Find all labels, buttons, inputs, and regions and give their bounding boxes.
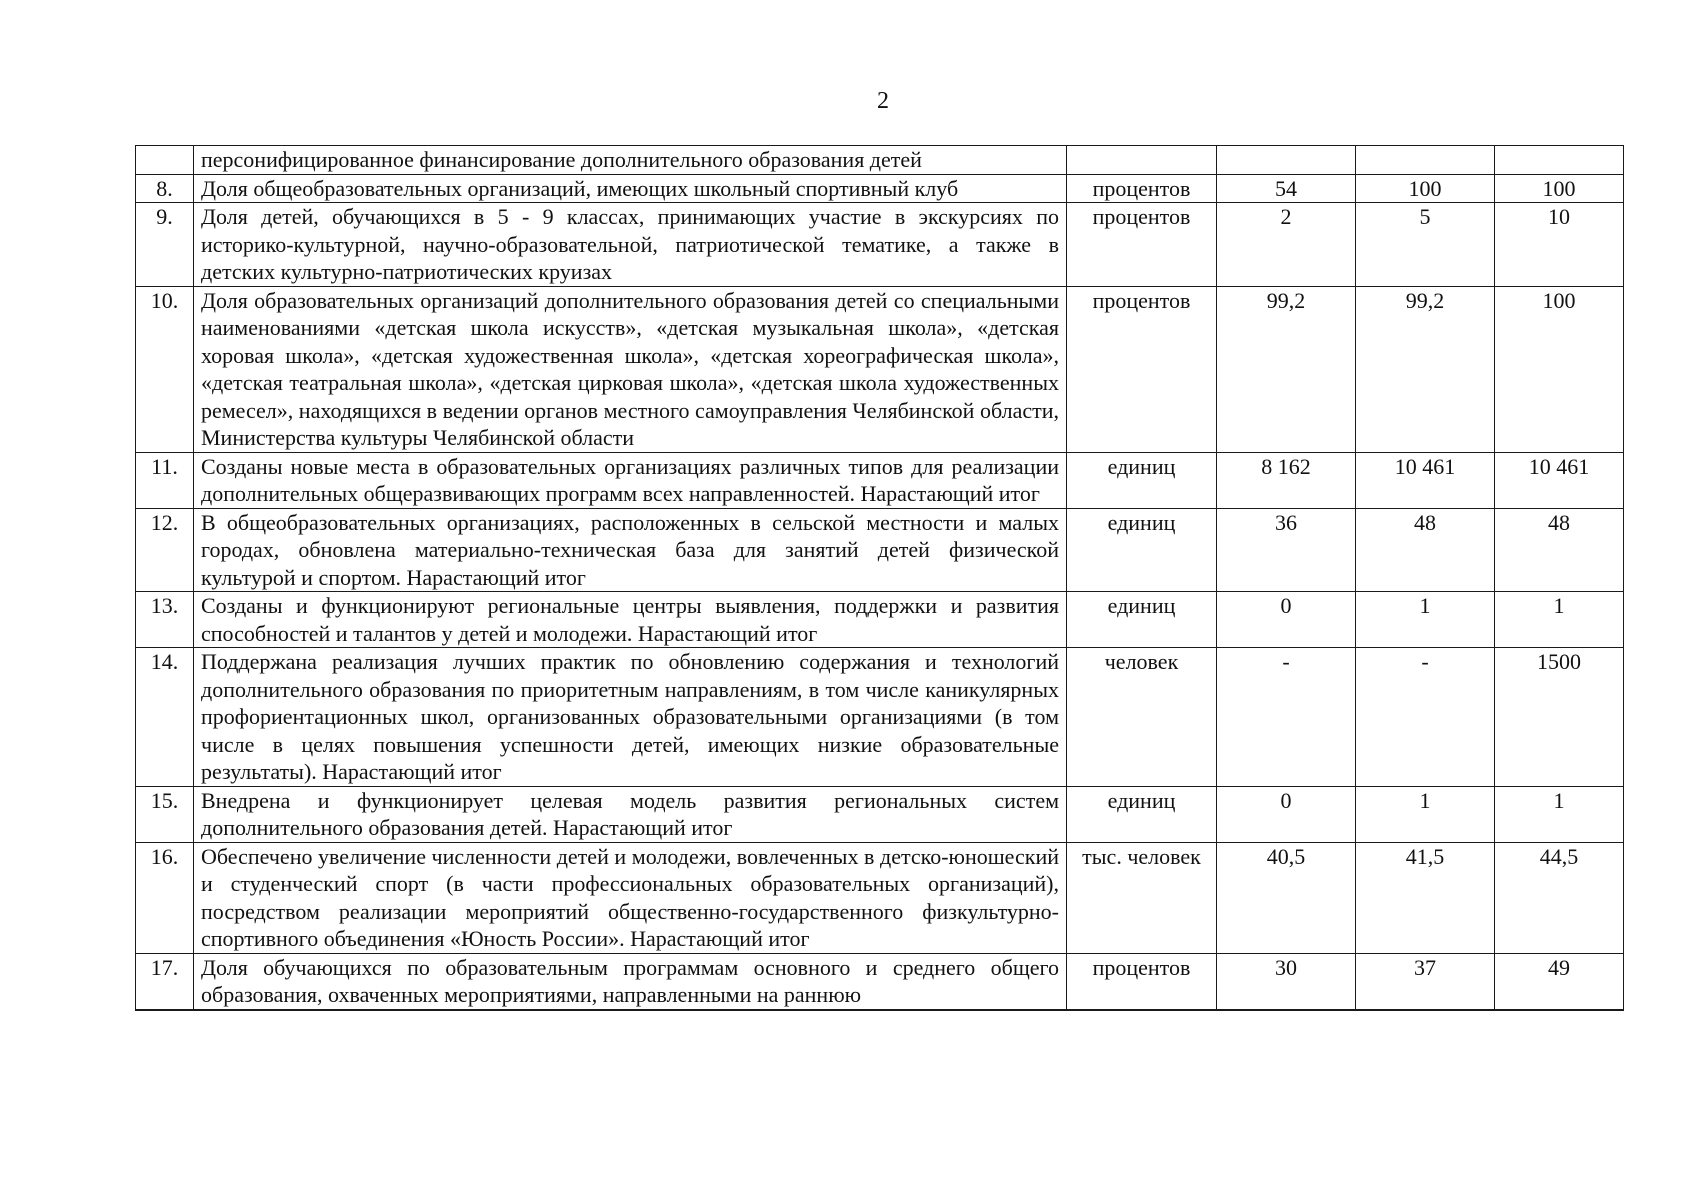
- table-row: [136, 842, 1624, 953]
- row-number: 15.: [136, 786, 194, 842]
- unit-cell: единиц: [1067, 786, 1217, 842]
- value-cell-1: 40,5: [1217, 842, 1356, 953]
- row-number: 14.: [136, 648, 194, 787]
- value-cell-2: 41,5: [1356, 842, 1495, 953]
- table-row: [136, 452, 1624, 508]
- value-cell-3: 1: [1495, 786, 1624, 842]
- value-cell-2: 100: [1356, 174, 1495, 203]
- indicator-text: Доля обучающихся по образовательным программам основного и среднего общего образования, охваченных мероприятиями, направленными на раннюю: [194, 953, 1067, 1010]
- value-cell-1: 0: [1217, 592, 1356, 648]
- row-number: 12.: [136, 508, 194, 592]
- indicator-text: Внедрена и функционирует целевая модель развития региональных систем дополнительного образования детей. Нарастающий итог: [194, 786, 1067, 842]
- value-cell-3: 1500: [1495, 648, 1624, 787]
- value-cell-2: [1356, 146, 1495, 175]
- indicator-text: Обеспечено увеличение численности детей и молодежи, вовлеченных в детско-юношеский и студенческий спорт (в части профессиональных образовательных организаций), посредством реализации мероприятий общественно-государственного физкультурно-спортивного объединения «Юность России». Нарастающий итог: [194, 842, 1067, 953]
- unit-cell: человек: [1067, 648, 1217, 787]
- unit-cell: единиц: [1067, 508, 1217, 592]
- value-cell-2: 5: [1356, 203, 1495, 287]
- table-row: [136, 203, 1624, 287]
- unit-cell: единиц: [1067, 452, 1217, 508]
- row-number: 13.: [136, 592, 194, 648]
- value-cell-3: 1: [1495, 592, 1624, 648]
- indicator-text: Доля детей, обучающихся в 5 - 9 классах, принимающих участие в экскурсиях по историко-культурной, научно-образовательной, патриотической тематике, а также в детских культурно-патриотических круизах: [194, 203, 1067, 287]
- indicators-table: [135, 145, 1624, 1011]
- indicator-text: Созданы и функционируют региональные центры выявления, поддержки и развития способностей и талантов у детей и молодежи. Нарастающий итог: [194, 592, 1067, 648]
- table-row: [136, 786, 1624, 842]
- unit-cell: процентов: [1067, 203, 1217, 287]
- indicator-text: Поддержана реализация лучших практик по обновлению содержания и технологий дополнительного образования по приоритетным направлениям, в том числе каникулярных профориентационных школ, организованных образовательными организациями (в том числе в целях повышения успешности детей, имеющих низкие образовательные результаты). Нарастающий итог: [194, 648, 1067, 787]
- row-number: [136, 146, 194, 175]
- indicator-text: В общеобразовательных организациях, расположенных в сельской местности и малых городах, обновлена материально-техническая база для занятий детей физической культурой и спортом. Нарастающий итог: [194, 508, 1067, 592]
- value-cell-2: 1: [1356, 592, 1495, 648]
- table-row: [136, 286, 1624, 452]
- indicator-text: Доля образовательных организаций дополнительного образования детей со специальными наименованиями «детская школа искусств», «детская музыкальная школа», «детская хоровая школа», «детская художественная школа», «детская хореографическая школа», «детская театральная школа», «детская цирковая школа», «детская школа художественных ремесел», находящихся в ведении органов местного самоуправления Челябинской области, Министерства культуры Челябинской области: [194, 286, 1067, 452]
- indicator-text: Доля общеобразовательных организаций, имеющих школьный спортивный клуб: [194, 174, 1067, 203]
- value-cell-2: 48: [1356, 508, 1495, 592]
- row-number: 16.: [136, 842, 194, 953]
- value-cell-3: 49: [1495, 953, 1624, 1010]
- value-cell-1: 2: [1217, 203, 1356, 287]
- table-row: [136, 648, 1624, 787]
- value-cell-1: 30: [1217, 953, 1356, 1010]
- value-cell-2: 10 461: [1356, 452, 1495, 508]
- value-cell-2: -: [1356, 648, 1495, 787]
- value-cell-1: 36: [1217, 508, 1356, 592]
- row-number: 8.: [136, 174, 194, 203]
- value-cell-2: 1: [1356, 786, 1495, 842]
- table-row: [136, 146, 1624, 175]
- table-row: [136, 508, 1624, 592]
- value-cell-3: 100: [1495, 174, 1624, 203]
- value-cell-3: 100: [1495, 286, 1624, 452]
- unit-cell: процентов: [1067, 953, 1217, 1010]
- indicator-text: персонифицированное финансирование дополнительного образования детей: [194, 146, 1067, 175]
- table-row: [136, 174, 1624, 203]
- table-row: [136, 592, 1624, 648]
- row-number: 17.: [136, 953, 194, 1010]
- value-cell-2: 37: [1356, 953, 1495, 1010]
- value-cell-1: 8 162: [1217, 452, 1356, 508]
- unit-cell: процентов: [1067, 286, 1217, 452]
- unit-cell: [1067, 146, 1217, 175]
- table-row: [136, 953, 1624, 1010]
- value-cell-1: 99,2: [1217, 286, 1356, 452]
- unit-cell: тыс. человек: [1067, 842, 1217, 953]
- value-cell-3: 10 461: [1495, 452, 1624, 508]
- value-cell-2: 99,2: [1356, 286, 1495, 452]
- page-number: 2: [877, 88, 889, 114]
- indicator-text: Созданы новые места в образовательных организациях различных типов для реализации дополнительных общеразвивающих программ всех направленностей. Нарастающий итог: [194, 452, 1067, 508]
- value-cell-3: 48: [1495, 508, 1624, 592]
- value-cell-3: 44,5: [1495, 842, 1624, 953]
- value-cell-1: [1217, 146, 1356, 175]
- value-cell-1: 54: [1217, 174, 1356, 203]
- value-cell-3: [1495, 146, 1624, 175]
- value-cell-1: -: [1217, 648, 1356, 787]
- row-number: 9.: [136, 203, 194, 287]
- unit-cell: процентов: [1067, 174, 1217, 203]
- unit-cell: единиц: [1067, 592, 1217, 648]
- value-cell-1: 0: [1217, 786, 1356, 842]
- row-number: 10.: [136, 286, 194, 452]
- row-number: 11.: [136, 452, 194, 508]
- value-cell-3: 10: [1495, 203, 1624, 287]
